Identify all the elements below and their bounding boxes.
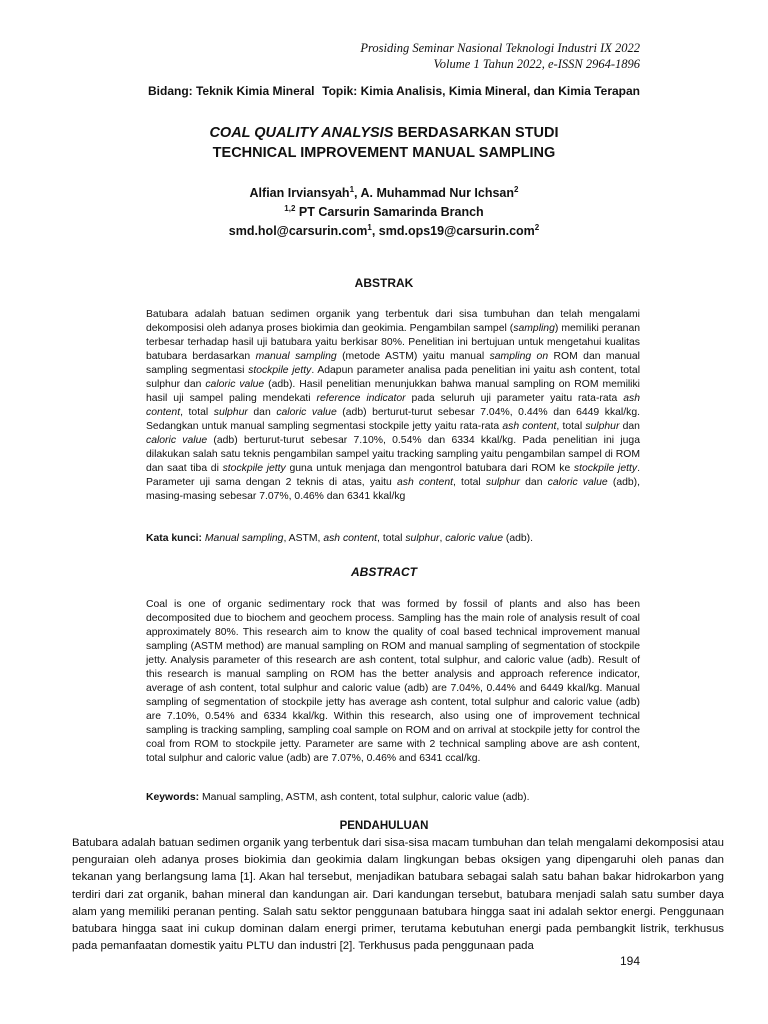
title-rest: BERDASARKAN STUDI [393,125,559,141]
proceedings-title: Prosiding Seminar Nasional Teknologi Industri IX 2022 [360,41,640,55]
abstrak-heading: ABSTRAK [354,276,414,290]
title-italic: COAL QUALITY ANALYSIS [209,125,394,141]
kata-kunci: Kata kunci: Manual sampling, ASTM, ash content, total sulphur, caloric value (adb). [146,533,534,544]
title-line-2: TECHNICAL IMPROVEMENT MANUAL SAMPLING [212,145,556,161]
topik-label: Topik: Kimia Analisis, Kimia Mineral, dan Kimia Terapan [322,84,640,98]
abstract-text: Coal is one of organic sedimentary rock that was formed by fossil of plants and also has been decomposited due to biochem and geochem process. Sampling has the main role of analysis result of coal approximately 80%. This research aim to know the quality of coal based technical improvement manual sampling (ASTM method) are manual sampling on ROM and manual sampling of segmentation of stockpile jetty. Analysis parameter of this research are ash content, total sulphur, and caloric value (adb). Result of this research is manual sampling on ROM has the better analysis and approach reference indicator, average of ash content, total sulphur and caloric value (adb) are 7.04%, 0.44% and 6449 kkal/kg. Manual sampling of segmentation of stockpile jetty has average ash content, total sulphur and caloric value (adb) are 7.10%, 0.54% and 6334 kkal/kg. Within this research, also using one of improvement technical sampling is tracking sampling, sampling coal sample on ROM and on arrival at stockpile jetty for control the coal from ROM to stockpile jetty. Parameter are same with 2 technical sampling above are ash content, total sulphur and caloric value (adb) are 7.07%, 0.46% and 6341 ccal/kg. [146,599,640,764]
pendahuluan-heading: PENDAHULUAN [339,820,429,832]
keywords-label: Keywords: [146,792,200,803]
page-number: 194 [620,954,641,968]
authors-block [0,184,768,241]
subject-row [148,84,640,98]
keywords-list: Manual sampling, ASTM, ash content, total sulphur, caloric value (adb). [199,792,530,803]
abstrak-text: Batubara adalah batuan sedimen organik yang terbentuk dari sisa tumbuhan dan telah mengalami dekomposisi oleh adanya proses biokimia dan geokimia. Pengambilan sampel (sampling) memiliki peranan terbesar terhadap hasil uji batubara yaitu berkisar 80%. Penelitian ini bertujuan untuk mengetahui kualitas batubara berdasarkan manual sampling (metode ASTM) yaitu manual sampling on ROM dan manual sampling segmentasi stockpile jetty. Adapun parameter analisa pada penelitian ini yaitu ash content, total sulphur dan caloric value (adb). Hasil penelitian menunjukkan bahwa manual sampling on ROM memiliki hasil uji sampel paling mendekati reference indicator pada seluruh uji parameter yaitu rata-rata ash content, total sulphur dan caloric value (adb) berturut-turut sebesar 7.04%, 0.44% dan 6449 kkal/kg. Sedangkan untuk manual sampling segmentasi stockpile jetty yaitu rata-rata ash content, total sulphur dan caloric value (adb) berturut-turut sebesar 7.10%, 0.54% dan 6334 kkal/kg. Pada penelitian ini juga dilakukan salah satu teknis pengambilan sampel yaitu tracking sampling yaitu pengambilan sampel di ROM dan saat tiba di stockpile jetty guna untuk menjaga dan mengontrol batubara dari ROM ke stockpile jetty. Parameter uji sama dengan 2 teknis di atas, yaitu ash content, total sulphur dan caloric value (adb), masing-masing sebesar 7.07%, 0.46% dan 6341 kkal/kg [146,309,641,502]
proceedings-header [360,40,640,72]
author-emails: smd.hol@carsurin.com$^1$, smd.ops19@carsurin.com$^2$ [228,222,540,238]
affiliation: $^{1,2}$ PT Carsurin Samarinda Branch [284,203,484,219]
kata-kunci-label: Kata kunci: [146,533,203,544]
abstract-heading: ABSTRACT [351,565,417,579]
author-names: Alfian Irviansyah$^1$, A. Muhammad Nur Ichsan$^2$ [249,184,519,200]
title-line-1 [0,123,768,143]
pendahuluan-text: Batubara adalah batuan sedimen organik yang terbentuk dari sisa-sisa macam tumbuhan dan telah mengalami dekomposisi atau penguraian oleh adanya proses biokimia dan geokimia dalam lingkungan bebas oksigen yang dipengaruhi oleh panas dan tekanan yang berlangsung lama [1]. Akan hal tersebut, menjadikan batubara sebagai salah satu bahan bakar hidrokarbon yang terdiri dari zat organik, bahan mineral dan kandungan air. Dari kandungan tersebut, batubara menjadi salah satu sumber daya alam yang memiliki peranan penting. Salah satu sektor penggunaan batubara hingga saat ini adalah sektor energi. Penggunaan batubara hingga saat ini cukup dominan dalam energi primer, terutama kebutuhan energi pada pembangkit listrik, terkhusus pada pemanfaatan domestik yaitu PLTU dan industri [2]. Terkhusus pada penggunaan pada [72,837,724,953]
bidang-label: Bidang: Teknik Kimia Mineral [148,84,315,98]
keywords [146,792,640,803]
proceedings-volume: Volume 1 Tahun 2022, e-ISSN 2964-1896 [433,57,640,71]
paper-title [0,123,768,163]
email-2[interactable]: smd.ops19@carsurin.com [378,224,535,238]
email-1[interactable]: smd.hol@carsurin.com [228,224,368,238]
